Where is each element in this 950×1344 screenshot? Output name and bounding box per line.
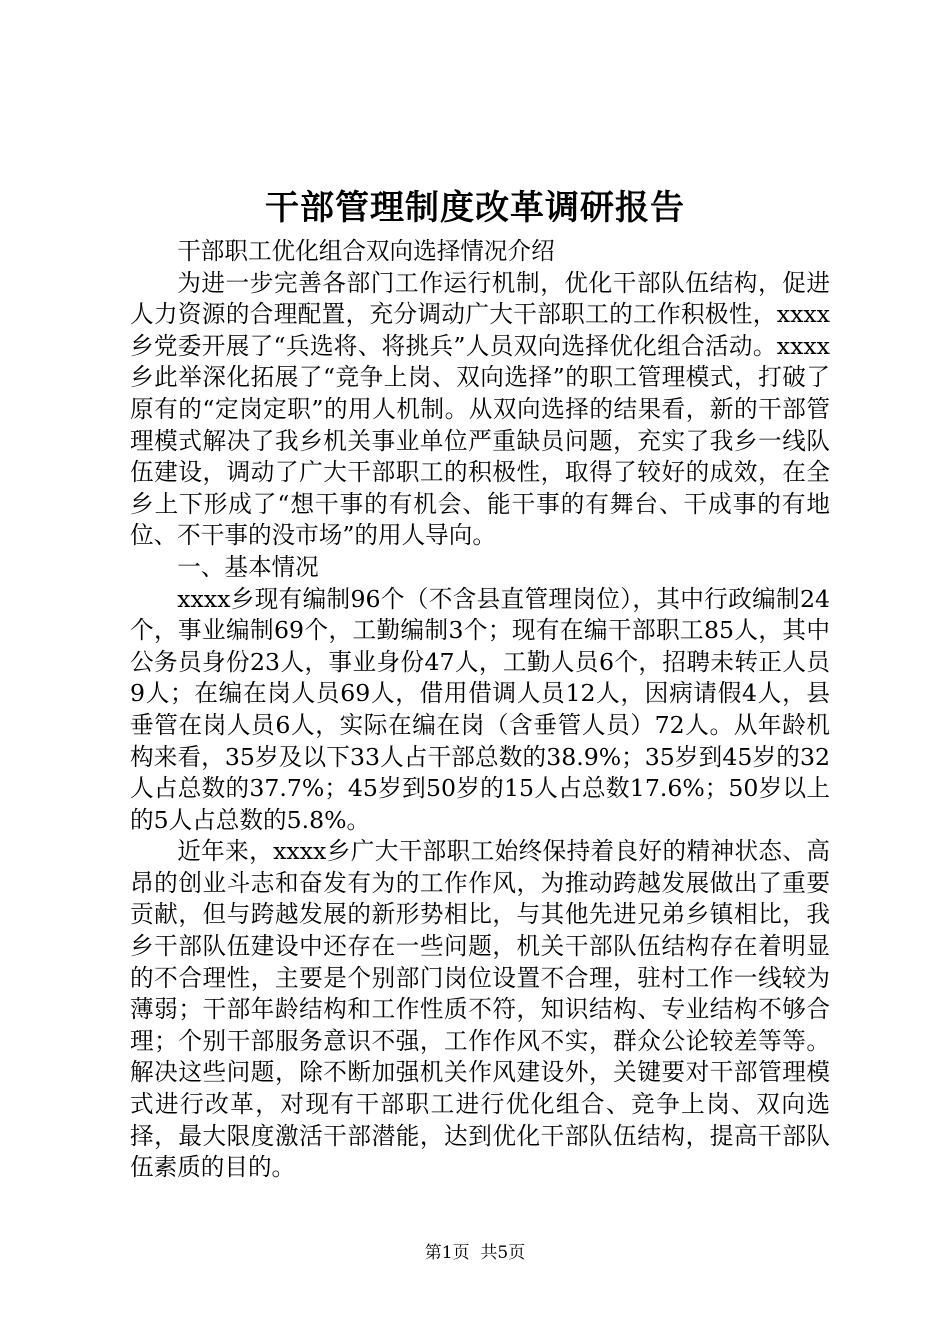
subtitle-paragraph: 干部职工优化组合双向选择情况介绍 [177, 237, 555, 265]
statistics-paragraph: xxxx乡现有编制96个（不含县直管理岗位），其中行政编制24个，事业编制69个，工勤编制3个；现有在编干部职工85人，其中公务员身份23人，事业身份47人，工勤人员6个，招聘未转正人员9人；在编在岗人员69人，借用借调人员12人，因病请假4人，县垂管在岗人员6人，实际在编在岗（含垂管人员）72人。从年龄机构来看，35岁及以下33人占干部总数的38.9%；35岁到45岁的32人占总数的37.7%；45岁到50岁的15人占总数17.6%；50岁以上的5人占总数的5.8%。 [130, 584, 830, 834]
section-heading-basic-situation: 一、基本情况 [177, 552, 319, 581]
intro-paragraph: 为进一步完善各部门工作运行机制，优化干部队伍结构，促进人力资源的合理配置，充分调动广大干部职工的工作积极性，xxxx乡党委开展了“兵选将、将挑兵”人员双向选择优化组合活动。xxxx乡此举深化拓展了“竞争上岗、双向选择”的职工管理模式，打破了原有的“定岗定职”的用人机制。从双向选择的结果看，新的干部管理模式解决了我乡机关事业单位严重缺员问题，充实了我乡一线队伍建设，调动了广大干部职工的积极性，取得了较好的成效，在全乡上下形成了“想干事的有机会、能干事的有舞台、干成事的有地位、不干事的没市场”的用人导向。 [130, 268, 830, 550]
document-body [130, 236, 830, 1184]
page-footer [0, 1241, 950, 1265]
problems-paragraph: 近年来，xxxx乡广大干部职工始终保持着良好的精神状态、高昂的创业斗志和奋发有为的工作作风，为推动跨越发展做出了重要贡献，但与跨越发展的新形势相比，与其他先进兄弟乡镇相比，我乡干部队伍建设中还存在一些问题，机关干部队伍结构存在着明显的不合理性，主要是个别部门岗位设置不合理，驻村工作一线较为薄弱；干部年龄结构和工作性质不符，知识结构、专业结构不够合理；个别干部服务意识不强，工作作风不实，群众公论较差等等。解决这些问题，除不断加强机关作风建设外，关键要对干部管理模式进行改革，对现有干部职工进行优化组合、竞争上岗、双向选择，最大限度激活干部潜能，达到优化干部队伍结构，提高干部队伍素质的目的。 [130, 837, 830, 1182]
total-pages: 共5页 [480, 1243, 526, 1263]
document-title: 干部管理制度改革调研报告 [265, 188, 685, 228]
page-number: 第1页 [424, 1243, 470, 1263]
